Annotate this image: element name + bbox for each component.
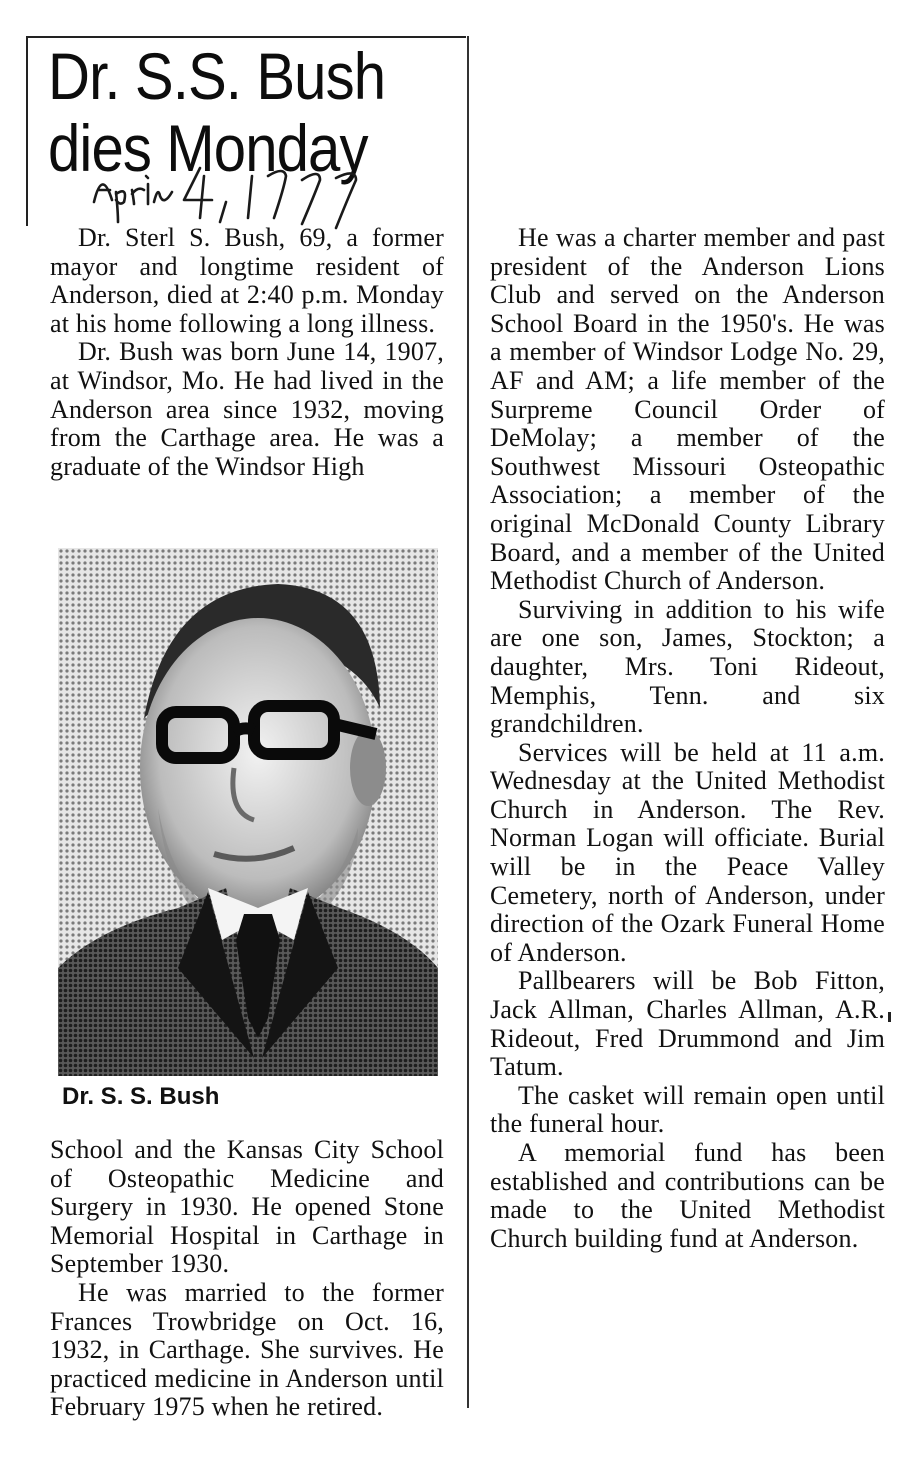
top-border-rule bbox=[26, 36, 466, 38]
photo-caption: Dr. S. S. Bush bbox=[62, 1083, 220, 1110]
headline-line-1: Dr. S.S. Bush bbox=[48, 39, 386, 113]
portrait-photo bbox=[58, 548, 438, 1076]
paragraph: Dr. Sterl S. Bush, 69, a former mayor and longtime resident of Anderson, died at 2:40 p.m. Monday at his home following a long illness. bbox=[50, 223, 444, 338]
paragraph: A memorial fund has been established and contributions can be made to the United Methodist Church building fund at Anderson. bbox=[490, 1138, 885, 1253]
article-column-right bbox=[490, 224, 885, 1253]
paragraph: Services will be held at 11 a.m. Wednesday at the United Methodist Church in Anderson. The Rev. Norman Logan will officiate. Burial will be in the Peace Valley Cemetery, north of Anderson, under direction of the Ozark Funeral Home of Anderson. bbox=[490, 737, 885, 967]
left-border-rule bbox=[26, 36, 28, 226]
paragraph: The casket will remain open until the funeral hour. bbox=[490, 1080, 885, 1139]
paragraph: Surviving in addition to his wife are one son, James, Stockton; a daughter, Mrs. Toni Rideout, Memphis, Tenn. and six grandchildren. bbox=[490, 594, 885, 739]
paragraph: He was a charter member and past president of the Anderson Lions Club and served on the Anderson School Board in the 1950's. He was a member of Windsor Lodge No. 29, AF and AM; a life member of the Surpreme Council Order of DeMolay; a member of the Southwest Missouri Osteopathic Association; a member of the original McDonald County Library Board, and a member of the United Methodist Church of Anderson. bbox=[490, 223, 885, 596]
portrait-photo-image bbox=[58, 548, 438, 1076]
paragraph: School and the Kansas City School of Osteopathic Medicine and Surgery in 1930. He opened Stone Memorial Hospital in Carthage in September 1930. bbox=[50, 1135, 444, 1279]
handwritten-date-annotation bbox=[88, 162, 388, 232]
paragraph: He was married to the former Frances Trowbridge on Oct. 16, 1932, in Carthage. She survives. He practiced medicine in Anderson until February 1975 when he retired. bbox=[50, 1277, 444, 1422]
right-edge-speckle bbox=[888, 1012, 891, 1022]
column-divider-rule bbox=[467, 36, 469, 1408]
paragraph: Dr. Bush was born June 14, 1907, at Windsor, Mo. He had lived in the Anderson area since 1932, moving from the Carthage area. He was a graduate of the Windsor High bbox=[50, 337, 444, 481]
article-column-left-top bbox=[50, 224, 444, 481]
headline-line-2: dies Monday bbox=[48, 111, 368, 185]
article-column-left-bottom bbox=[50, 1136, 444, 1422]
paragraph: Pallbearers will be Bob Fitton, Jack Allman, Charles Allman, A.R. Rideout, Fred Drummond and Jim Tatum. bbox=[490, 966, 885, 1082]
